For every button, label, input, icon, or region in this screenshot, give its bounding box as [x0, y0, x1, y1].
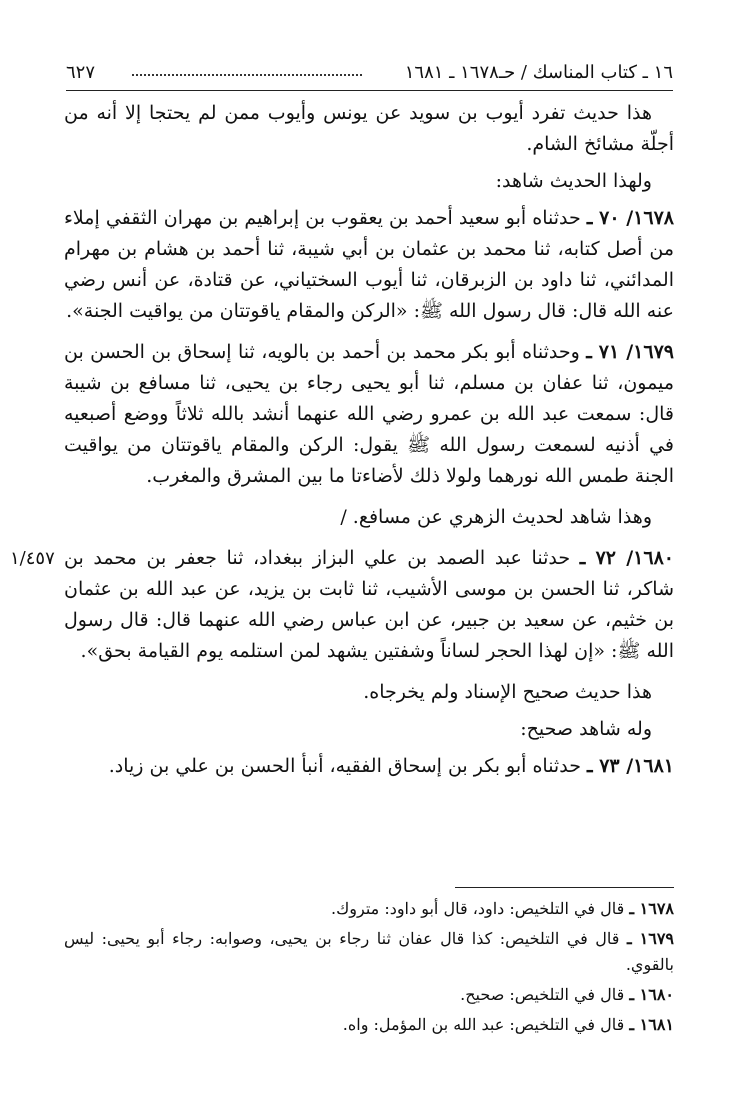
footnotes	[64, 896, 674, 1042]
footnote-number: ١٦٨١ ـ	[629, 1015, 674, 1034]
footnote	[64, 896, 674, 922]
footnote-text: قال في التلخيص: داود، قال أبو داود: متروك.	[331, 899, 625, 918]
commentary-paragraph: هذا حديث تفرد أيوب بن سويد عن يونس وأيوب ممن لم يحتجا إلا أنه من أجلّة مشائخ الشام.	[64, 102, 674, 155]
footnote-number: ١٦٧٩ ـ	[626, 929, 675, 948]
footnote	[64, 1012, 674, 1038]
footnote	[64, 926, 674, 978]
hadith-number: ١٦٧٨/ ٧٠ ـ	[586, 207, 674, 229]
margin-reference: ١/٤٥٧	[10, 548, 55, 569]
running-title: ١٦ ـ كتاب المناسك / حـ١٦٧٨ ـ ١٦٨١	[404, 62, 673, 83]
shahid-note: وهذا شاهد لحديث الزهري عن مسافع. /	[340, 506, 652, 528]
main-text	[64, 98, 674, 792]
page-number: ٦٢٧	[66, 62, 96, 83]
footnote-text: قال في التلخيص: كذا قال عفان ثنا رجاء بن يحيى، وصوابه: رجاء أبو يحيى: ليس بالقوي.	[64, 929, 674, 974]
shahid-heading: ولهذا الحديث شاهد:	[495, 170, 652, 192]
hadith-number: ١٦٧٩/ ٧١ ـ	[586, 341, 674, 363]
hadith-text: حدثناه أبو سعيد أحمد بن يعقوب بن إبراهيم بن مهران الثقفي إملاء من أصل كتابه، ثنا محمد بن عثمان بن أبي شيبة، ثنا أحمد بن هشام بن مهرام المدائني، ثنا داود بن الزبرقان، ثنا أيوب السختياني، عن قتادة، عن أنس رضي عنه الله قال: قال رسول الله ﷺ: «الركن والمقام ياقوتتان من يواقيت الجنة».	[64, 207, 674, 322]
footnote-text: قال في التلخيص: عبد الله بن المؤمل: واه.	[342, 1015, 625, 1034]
hadith-1678	[64, 203, 674, 327]
leader-dots	[132, 74, 362, 76]
hadith-1680	[64, 543, 674, 667]
hadith-number: ١٦٨٠/ ٧٢ ـ	[579, 547, 674, 569]
page-header	[66, 56, 673, 91]
hadith-1681	[64, 751, 674, 782]
footnote-divider	[455, 887, 674, 888]
footnote-number: ١٦٨٠ ـ	[629, 985, 674, 1004]
footnote-number: ١٦٧٨ ـ	[629, 899, 674, 918]
hadith-text: حدثنا عبد الصمد بن علي البزاز ببغداد، ثنا جعفر بن محمد بن شاكر، ثنا الحسن بن موسى الأشيب، ثنا ثابت بن يزيد، عن عبد الله بن عثمان بن خثيم، عن سعيد بن جبير، عن ابن عباس رضي الله عنهما قال: قال رسول الله ﷺ: «إن لهذا الحجر لساناً وشفتين يشهد لمن استلمه يوم القيامة بحق».	[64, 547, 674, 662]
hadith-text: حدثناه أبو بكر بن إسحاق الفقيه، أنبأ الحسن بن علي بن زياد.	[108, 755, 581, 777]
shahid-heading: وله شاهد صحيح:	[520, 718, 652, 740]
hadith-number: ١٦٨١/ ٧٣ ـ	[587, 755, 674, 777]
grading-note: هذا حديث صحيح الإسناد ولم يخرجاه.	[363, 681, 652, 703]
footnote	[64, 982, 674, 1008]
hadith-text: وحدثناه أبو بكر محمد بن أحمد بن بالويه، ثنا إسحاق بن الحسن بن ميمون، ثنا عفان بن مسلم، ثنا أبو يحيى رجاء بن يحيى، ثنا مسافع بن شيبة قال: سمعت عبد الله بن عمرو رضي الله عنهما أنشد بالله ثلاثاً ووضع أصبعيه في أذنيه لسمعت رسول الله ﷺ يقول: الركن والمقام ياقوتتان من يواقيت الجنة طمس الله نورهما ولولا ذلك لأضاءتا ما بين المشرق والمغرب.	[64, 341, 674, 487]
footnote-text: قال في التلخيص: صحيح.	[460, 985, 625, 1004]
hadith-1679	[64, 337, 674, 492]
